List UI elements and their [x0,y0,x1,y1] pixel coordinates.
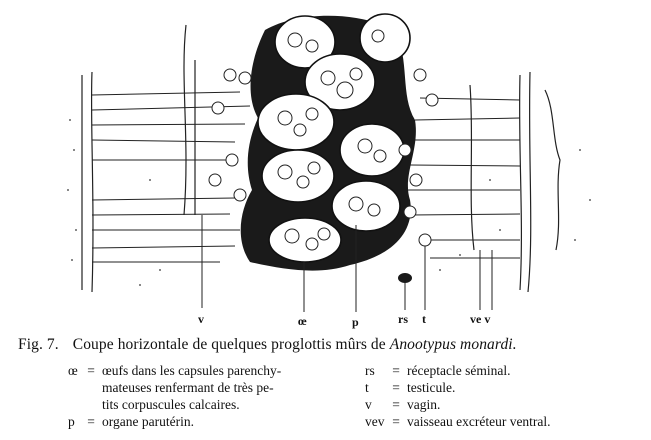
legend-row [365,379,551,396]
legend-row [68,413,281,430]
legend-eq: = [392,414,400,429]
legend-eq: = [87,363,95,378]
legend-eq: = [392,397,400,412]
legend-abbr: vev [365,414,385,429]
label-rs: rs [398,312,408,326]
legend-desc: vagin. [407,397,441,412]
label-vev: ve v [470,312,491,326]
legend-desc: organe parutérin. [102,414,194,429]
caption-species: Anootypus monardi. [389,336,517,353]
figure-number: Fig. 7. [18,336,59,353]
label-p: p [352,315,359,329]
legend-abbr: t [365,380,369,395]
legend-desc: réceptacle séminal. [407,363,511,378]
legend-row [365,362,551,379]
right-muscle-striations [405,98,520,258]
legend-row [68,362,281,379]
legend-desc: vaisseau excréteur ventral. [407,414,551,429]
label-v: v [198,312,204,326]
left-muscle-striations [92,92,250,262]
legend-left [68,362,281,430]
legend-abbr: p [68,414,75,429]
legend-row-continued: mateuses renfermant de très pe- [102,380,274,395]
legend-desc: testicule. [407,380,456,395]
legend-eq: = [392,380,400,395]
legend-row-continued: tits corpuscules calcaires. [102,397,240,412]
legend-desc: œufs dans les capsules parenchy- [102,363,282,378]
legend-row [365,413,551,430]
legend-abbr: rs [365,363,375,378]
legend-abbr: œ [68,363,78,378]
legend-eq: = [87,414,95,429]
caption-text: Coupe horizontale de quelques proglottis mûrs de [72,336,386,353]
figure-caption [18,336,643,354]
label-oe: œ [298,314,307,328]
legend-abbr: v [365,397,372,412]
legend-eq: = [392,363,400,378]
seminal-receptacle [398,273,412,283]
legend-right [365,362,551,430]
legend-row [365,396,551,413]
label-t: t [422,312,426,326]
